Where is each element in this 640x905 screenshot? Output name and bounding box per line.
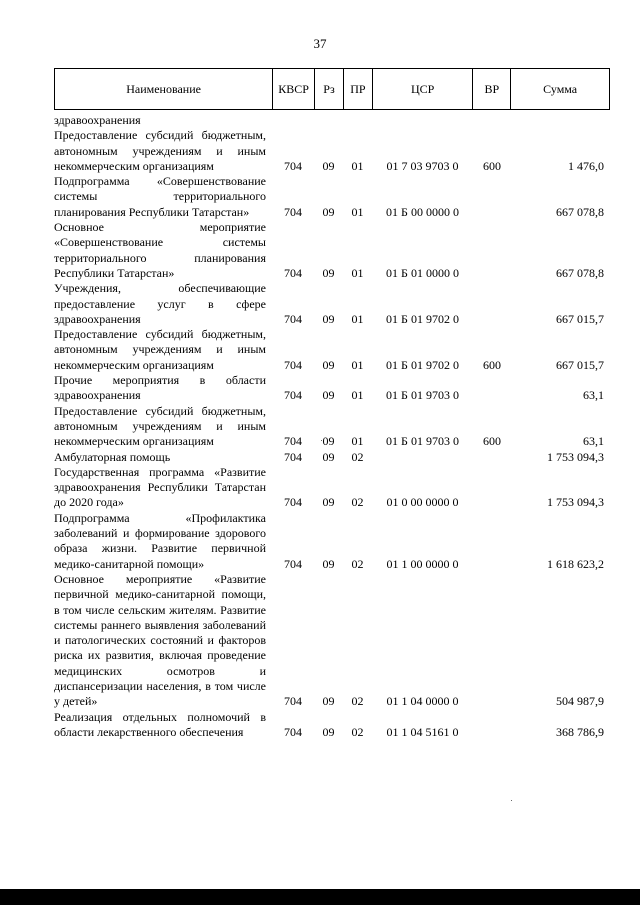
table-row bbox=[54, 174, 614, 220]
header-vr: ВР bbox=[472, 69, 510, 109]
row-kvsr: 704 bbox=[284, 694, 302, 709]
header-sum: Сумма bbox=[510, 69, 609, 109]
row-kvsr: 704 bbox=[284, 495, 302, 510]
row-rz: 09 bbox=[322, 449, 335, 464]
row-rz: 09 bbox=[322, 204, 335, 219]
row-csr: 01 7 03 9703 0 bbox=[386, 158, 459, 173]
row-kvsr: 704 bbox=[284, 724, 302, 739]
table-row bbox=[54, 465, 614, 511]
row-csr: 01 1 04 5161 0 bbox=[386, 724, 459, 739]
row-pr: 02 bbox=[351, 724, 364, 739]
page-number: 37 bbox=[313, 36, 327, 51]
row-pr: 01 bbox=[351, 311, 364, 326]
row-pr: 02 bbox=[351, 694, 364, 709]
row-rz: 09 bbox=[322, 158, 335, 173]
header-rz: Рз bbox=[314, 69, 343, 109]
row-kvsr: 704 bbox=[284, 556, 302, 571]
row-sum: 667 015,7 bbox=[556, 311, 604, 326]
row-rz: 09 bbox=[322, 357, 335, 372]
row-rz: 09 bbox=[322, 556, 335, 571]
table-row bbox=[54, 327, 614, 373]
row-name: Основное мероприятие «Совершенствование системы территориального планирования Республики Татарстан» bbox=[54, 220, 266, 280]
header-csr: ЦСР bbox=[372, 69, 473, 109]
row-rz: 09 bbox=[322, 311, 335, 326]
row-name: Предоставление субсидий бюджетным, автономным учреждениям и иным некоммерческим организациям bbox=[54, 403, 266, 449]
row-rz: 09 bbox=[322, 495, 335, 510]
row-csr: 01 Б 01 9702 0 bbox=[386, 311, 459, 326]
row-csr: 01 Б 01 9703 0 bbox=[386, 434, 459, 449]
row-name: Подпрограмма «Профилактика заболеваний и формирование здорового образа жизни. Развитие первичной медико-санитарной помощи» bbox=[54, 510, 266, 571]
row-pr: 01 bbox=[351, 265, 364, 280]
row-kvsr: 704 bbox=[284, 434, 302, 449]
row-csr: 01 Б 01 0000 0 bbox=[386, 265, 459, 280]
row-sum: 1 618 623,2 bbox=[547, 556, 604, 571]
row-sum: 1 476,0 bbox=[568, 158, 604, 173]
row-rz: 09 bbox=[322, 434, 335, 449]
row-name: Предоставление субсидий бюджетным, автономным учреждениям и иным некоммерческим организациям bbox=[54, 128, 266, 173]
scan-speck bbox=[321, 440, 322, 441]
scan-edge-bar bbox=[0, 889, 640, 905]
row-rz: 09 bbox=[322, 694, 335, 709]
table-body bbox=[54, 113, 614, 740]
row-name: Амбулаторная помощь bbox=[54, 449, 171, 464]
row-kvsr: 704 bbox=[284, 388, 302, 403]
row-pr: 01 bbox=[351, 434, 364, 449]
row-rz: 09 bbox=[322, 388, 335, 403]
row-vr: 600 bbox=[483, 434, 501, 449]
row-pr: 01 bbox=[351, 204, 364, 219]
row-csr: 01 1 00 0000 0 bbox=[386, 556, 459, 571]
row-vr: 600 bbox=[483, 158, 501, 173]
row-sum: 1 753 094,3 bbox=[547, 449, 604, 464]
row-name: Реализация отдельных полномочий в области лекарственного обеспечения bbox=[54, 709, 266, 739]
header-pr: ПР bbox=[343, 69, 372, 109]
row-sum: 667 078,8 bbox=[556, 265, 604, 280]
row-csr: 01 Б 01 9703 0 bbox=[386, 388, 459, 403]
header-kvsr: КВСР bbox=[272, 69, 314, 109]
table-row bbox=[54, 710, 614, 741]
row-kvsr: 704 bbox=[284, 204, 302, 219]
table-row bbox=[54, 113, 614, 128]
row-sum: 667 078,8 bbox=[556, 204, 604, 219]
row-csr: 01 Б 00 0000 0 bbox=[386, 204, 459, 219]
row-sum: 504 987,9 bbox=[556, 694, 604, 709]
row-csr: 01 0 00 0000 0 bbox=[386, 495, 459, 510]
row-name: Государственная программа «Развитие здравоохранения Республики Татарстан до 2020 года» bbox=[54, 464, 266, 510]
row-pr: 02 bbox=[351, 449, 364, 464]
row-kvsr: 704 bbox=[284, 311, 302, 326]
table-row bbox=[54, 373, 614, 404]
table-row bbox=[54, 128, 614, 174]
row-name: Предоставление субсидий бюджетным, автономным учреждениям и иным некоммерческим организациям bbox=[54, 327, 266, 372]
row-sum: 63,1 bbox=[583, 388, 604, 403]
row-name: Подпрограмма «Совершенствование системы территориального планирования Республики Татарстан» bbox=[54, 174, 266, 219]
table-row bbox=[54, 511, 614, 572]
table-row bbox=[54, 281, 614, 327]
table-row bbox=[54, 450, 614, 465]
row-name: Основное мероприятие «Развитие первичной медико-санитарной помощи, в том числе сельским жителям. Развитие системы раннего выявления заболеваний и патологических состояний и факторов риска их развития, включая проведение медицинских осмотров и диспансеризации населения, в том числе у детей» bbox=[54, 571, 266, 709]
row-name: здравоохранения bbox=[54, 113, 141, 127]
row-pr: 02 bbox=[351, 495, 364, 510]
row-pr: 01 bbox=[351, 388, 364, 403]
row-sum: 1 753 094,3 bbox=[547, 495, 604, 510]
row-kvsr: 704 bbox=[284, 449, 302, 464]
row-sum: 368 786,9 bbox=[556, 724, 604, 739]
row-sum: 667 015,7 bbox=[556, 357, 604, 372]
row-csr: 01 1 04 0000 0 bbox=[386, 694, 459, 709]
row-pr: 02 bbox=[351, 556, 364, 571]
row-rz: 09 bbox=[322, 724, 335, 739]
row-kvsr: 704 bbox=[284, 158, 302, 173]
row-sum: 63,1 bbox=[583, 434, 604, 449]
row-kvsr: 704 bbox=[284, 265, 302, 280]
row-kvsr: 704 bbox=[284, 357, 302, 372]
row-name: Прочие мероприятия в области здравоохранения bbox=[54, 373, 266, 403]
row-pr: 01 bbox=[351, 158, 364, 173]
table-row bbox=[54, 404, 614, 450]
row-pr: 01 bbox=[351, 357, 364, 372]
row-rz: 09 bbox=[322, 265, 335, 280]
scan-speck bbox=[511, 800, 512, 801]
header-name: Наименование bbox=[126, 81, 201, 96]
table-row bbox=[54, 572, 614, 710]
row-csr: 01 Б 01 9702 0 bbox=[386, 357, 459, 372]
row-vr: 600 bbox=[483, 357, 501, 372]
row-name: Учреждения, обеспечивающие предоставление услуг в сфере здравоохранения bbox=[54, 281, 266, 326]
table-row bbox=[54, 220, 614, 281]
table-header bbox=[54, 68, 610, 110]
